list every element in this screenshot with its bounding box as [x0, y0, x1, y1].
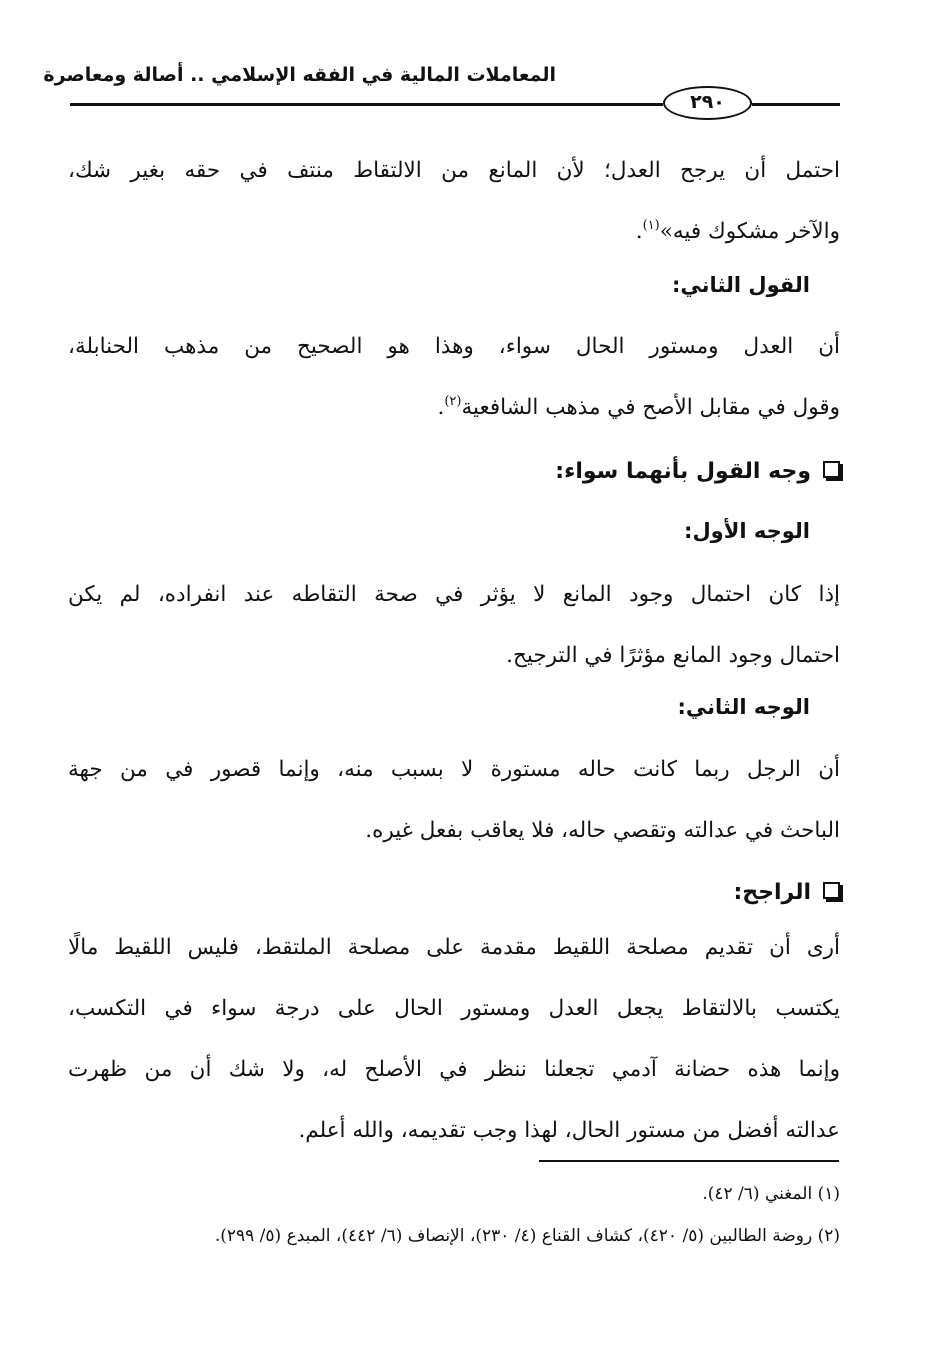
footnote-rule — [539, 1160, 839, 1162]
running-header-title: المعاملات المالية في الفقه الإسلامي .. أصالة ومعاصرة — [43, 64, 556, 86]
text-line: احتمل أن يرجح العدل؛ لأن المانع من الالتقاط منتف في حقه بغير شك، — [68, 158, 840, 183]
text-line: احتمال وجود المانع مؤثرًا في الترجيح. — [506, 643, 840, 668]
text-line — [68, 201, 840, 262]
paragraph-2 — [68, 316, 840, 438]
subheading-second-aspect: الوجه الثاني: — [677, 695, 810, 719]
footnote-2: (٢) روضة الطالبين (٥/ ٤٢٠)، كشاف القناع (٤/ ٢٣٠)، الإنصاف (٦/ ٤٤٢)، المبدع (٥/ ٢٩٩). — [214, 1226, 840, 1246]
header-rule — [70, 103, 663, 106]
text-line — [68, 377, 840, 438]
text-line: يكتسب بالالتقاط يجعل العدل ومستور الحال على درجة سواء في التكسب، — [68, 996, 840, 1021]
paragraph-5 — [68, 917, 840, 1161]
text-line: وإنما هذه حضانة آدمي تجعلنا ننظر في الأصلح له، ولا شك أن من ظهرت — [68, 1057, 840, 1082]
page-number-badge: ٢٩٠ — [663, 86, 752, 120]
text-span: وقول في مقابل الأصح في مذهب الشافعية — [461, 395, 840, 420]
subheading-first-aspect: الوجه الأول: — [684, 519, 810, 543]
text-line: إذا كان احتمال وجود المانع لا يؤثر في صحة التقاطه عند انفراده، لم يكن — [68, 582, 840, 607]
footnote-1: (١) المغني (٦/ ٤٢). — [702, 1184, 840, 1204]
text-line: أن الرجل ربما كانت حاله مستورة لا بسبب منه، وإنما قصور في من جهة — [68, 757, 840, 782]
text-line: عدالته أفضل من مستور الحال، لهذا وجب تقديمه، والله أعلم. — [298, 1118, 840, 1143]
text-line: أرى أن تقديم مصلحة اللقيط مقدمة على مصلحة الملتقط، فليس اللقيط مالًا — [68, 935, 840, 960]
paragraph-4 — [68, 739, 840, 861]
paragraph-1 — [68, 140, 840, 262]
text-span: . — [635, 219, 643, 244]
text-line: الباحث في عدالته وتقصي حاله، فلا يعاقب بفعل غيره. — [365, 818, 840, 843]
section-heading — [68, 873, 840, 913]
header-rule — [752, 103, 840, 106]
square-bullet-icon — [823, 461, 840, 478]
text-span: . — [437, 395, 445, 420]
paragraph-3 — [68, 564, 840, 686]
footnote-ref: (٢) — [444, 394, 462, 409]
section-heading-text: الراجح: — [733, 880, 811, 905]
square-bullet-icon — [823, 882, 840, 899]
footnote-ref: (١) — [642, 218, 660, 233]
section-heading — [68, 452, 840, 492]
text-span: والآخر مشكوك فيه» — [659, 219, 840, 244]
text-line: أن العدل ومستور الحال سواء، وهذا هو الصحيح من مذهب الحنابلة، — [68, 334, 840, 359]
subheading-second-opinion: القول الثاني: — [672, 273, 810, 297]
section-heading-text: وجه القول بأنهما سواء: — [555, 459, 811, 484]
